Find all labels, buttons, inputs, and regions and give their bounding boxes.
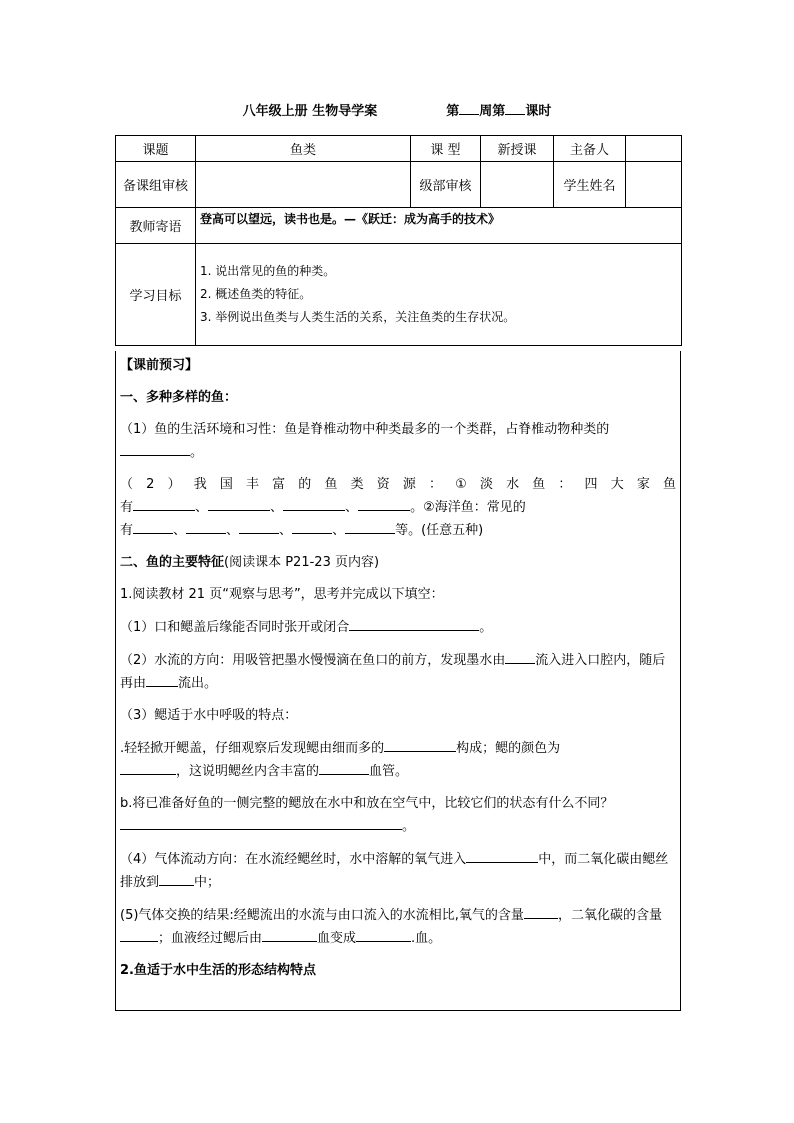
- answer-blank[interactable]: [524, 904, 558, 919]
- section2-heading: 二、鱼的主要特征(阅读课本 P21-23 页内容): [120, 555, 380, 570]
- answer-blank[interactable]: [466, 848, 538, 863]
- answer-blank[interactable]: [283, 496, 345, 511]
- student-name-label: 学生姓名: [554, 162, 626, 208]
- goal-item: 2. 概述鱼类的特征。: [200, 287, 312, 301]
- type-label: 课 型: [411, 136, 481, 162]
- teacher-message-label: 教师寄语: [116, 208, 196, 244]
- worksheet-body: [115, 351, 681, 1011]
- answer-blank[interactable]: [384, 737, 456, 752]
- preparer-value[interactable]: [626, 136, 682, 162]
- answer-blank[interactable]: [146, 672, 178, 687]
- learning-goals-label: 学习目标: [116, 244, 196, 346]
- answer-blank[interactable]: [505, 649, 535, 664]
- answer-blank[interactable]: [159, 871, 194, 886]
- week-middle: 周第: [479, 104, 506, 119]
- answer-blank[interactable]: [262, 927, 317, 942]
- type-value: 新授课: [481, 136, 554, 162]
- answer-blank[interactable]: [349, 616, 479, 631]
- subject-label: 生物导学案: [312, 104, 378, 119]
- sub-question-3-heading: （3）鳃适于水中呼吸的特点：: [120, 708, 298, 723]
- answer-blank[interactable]: [186, 519, 226, 534]
- preview-heading: 【课前预习】: [120, 358, 199, 373]
- question-2: （2）我国丰富的鱼类资源：①淡水鱼：四大家鱼 有 、 、 、 。②海洋鱼：常见的 有 、 、 、 、 等。(任意五种): [120, 477, 676, 538]
- grade-review-value[interactable]: [481, 162, 554, 208]
- header-table: [115, 135, 682, 346]
- document-title: [0, 100, 794, 119]
- learning-goals: [196, 244, 682, 346]
- group-review-label: 备课组审核: [116, 162, 196, 208]
- answer-blank[interactable]: [208, 496, 270, 511]
- preparer-label: 主备人: [554, 136, 626, 162]
- answer-blank[interactable]: [345, 519, 395, 534]
- sub-question-1: （1）口和鳃盖后缘能否同时张开或闭合 。: [120, 616, 676, 639]
- question-1: （1）鱼的生活环境和习性：鱼是脊椎动物中种类最多的一个类群，占脊椎动物种类的。: [120, 422, 610, 460]
- week-blank[interactable]: [459, 113, 479, 115]
- group-review-value[interactable]: [196, 162, 411, 208]
- answer-blank[interactable]: [358, 496, 410, 511]
- teacher-message: 登高可以望远，读书也是。—《跃迁：成为高手的技术》: [196, 208, 682, 244]
- answer-blank[interactable]: [120, 760, 176, 775]
- answer-blank[interactable]: [133, 519, 173, 534]
- grade-review-label: 级部审核: [411, 162, 481, 208]
- lesson-blank[interactable]: [505, 113, 525, 115]
- sub-question-4: （4）气体流动方向：在水流经鳃丝时，水中溶解的氧气进入 中，而二氧化碳由鳃丝排放到 中；: [120, 848, 676, 894]
- answer-blank[interactable]: [120, 927, 158, 942]
- answer-blank[interactable]: [133, 496, 195, 511]
- sub-question-3b: b.将已准备好鱼的一侧完整的鳃放在水中和放在空气中，比较它们的状态有什么不同？。: [120, 796, 614, 834]
- week-suffix: 课时: [525, 104, 552, 119]
- answer-blank[interactable]: [120, 441, 190, 456]
- sub-question-5: (5)气体交换的结果:经鳃流出的水流与由口流入的水流相比,氧气的含量 ，二氧化碳的含量；血液经过鳃后由 血变成 .血。: [120, 904, 676, 950]
- answer-blank[interactable]: [239, 519, 279, 534]
- answer-blank[interactable]: [120, 815, 402, 830]
- answer-blank[interactable]: [292, 519, 332, 534]
- week-prefix: 第: [446, 104, 460, 119]
- grade-label: 八年级上册: [242, 104, 308, 119]
- sub-question-3a: .轻轻掀开鳃盖，仔细观察后发现鳃由细而多的 构成；鳃的颜色为 ，这说明鳃丝内含丰富的 血管。: [120, 737, 676, 783]
- goal-item: 1. 说出常见的鱼的种类。: [200, 264, 336, 278]
- goal-item: 3. 举例说出鱼类与人类生活的关系，关注鱼类的生存状况。: [200, 310, 516, 324]
- student-name-value[interactable]: [626, 162, 682, 208]
- item-2-heading: 2.鱼适于水中生活的形态结构特点: [120, 963, 316, 978]
- item-1: 1.阅读教材 21 页“观察与思考”，思考并完成以下填空：: [120, 587, 444, 602]
- topic-label: 课题: [116, 136, 196, 162]
- answer-blank[interactable]: [356, 927, 411, 942]
- topic-value: 鱼类: [196, 136, 411, 162]
- sub-question-2: （2）水流的方向：用吸管把墨水慢慢滴在鱼口的前方，发现墨水由 流入进入口腔内，随后再由 流出。: [120, 649, 676, 695]
- answer-blank[interactable]: [319, 760, 369, 775]
- section1-heading: 一、多种多样的鱼：: [120, 390, 238, 405]
